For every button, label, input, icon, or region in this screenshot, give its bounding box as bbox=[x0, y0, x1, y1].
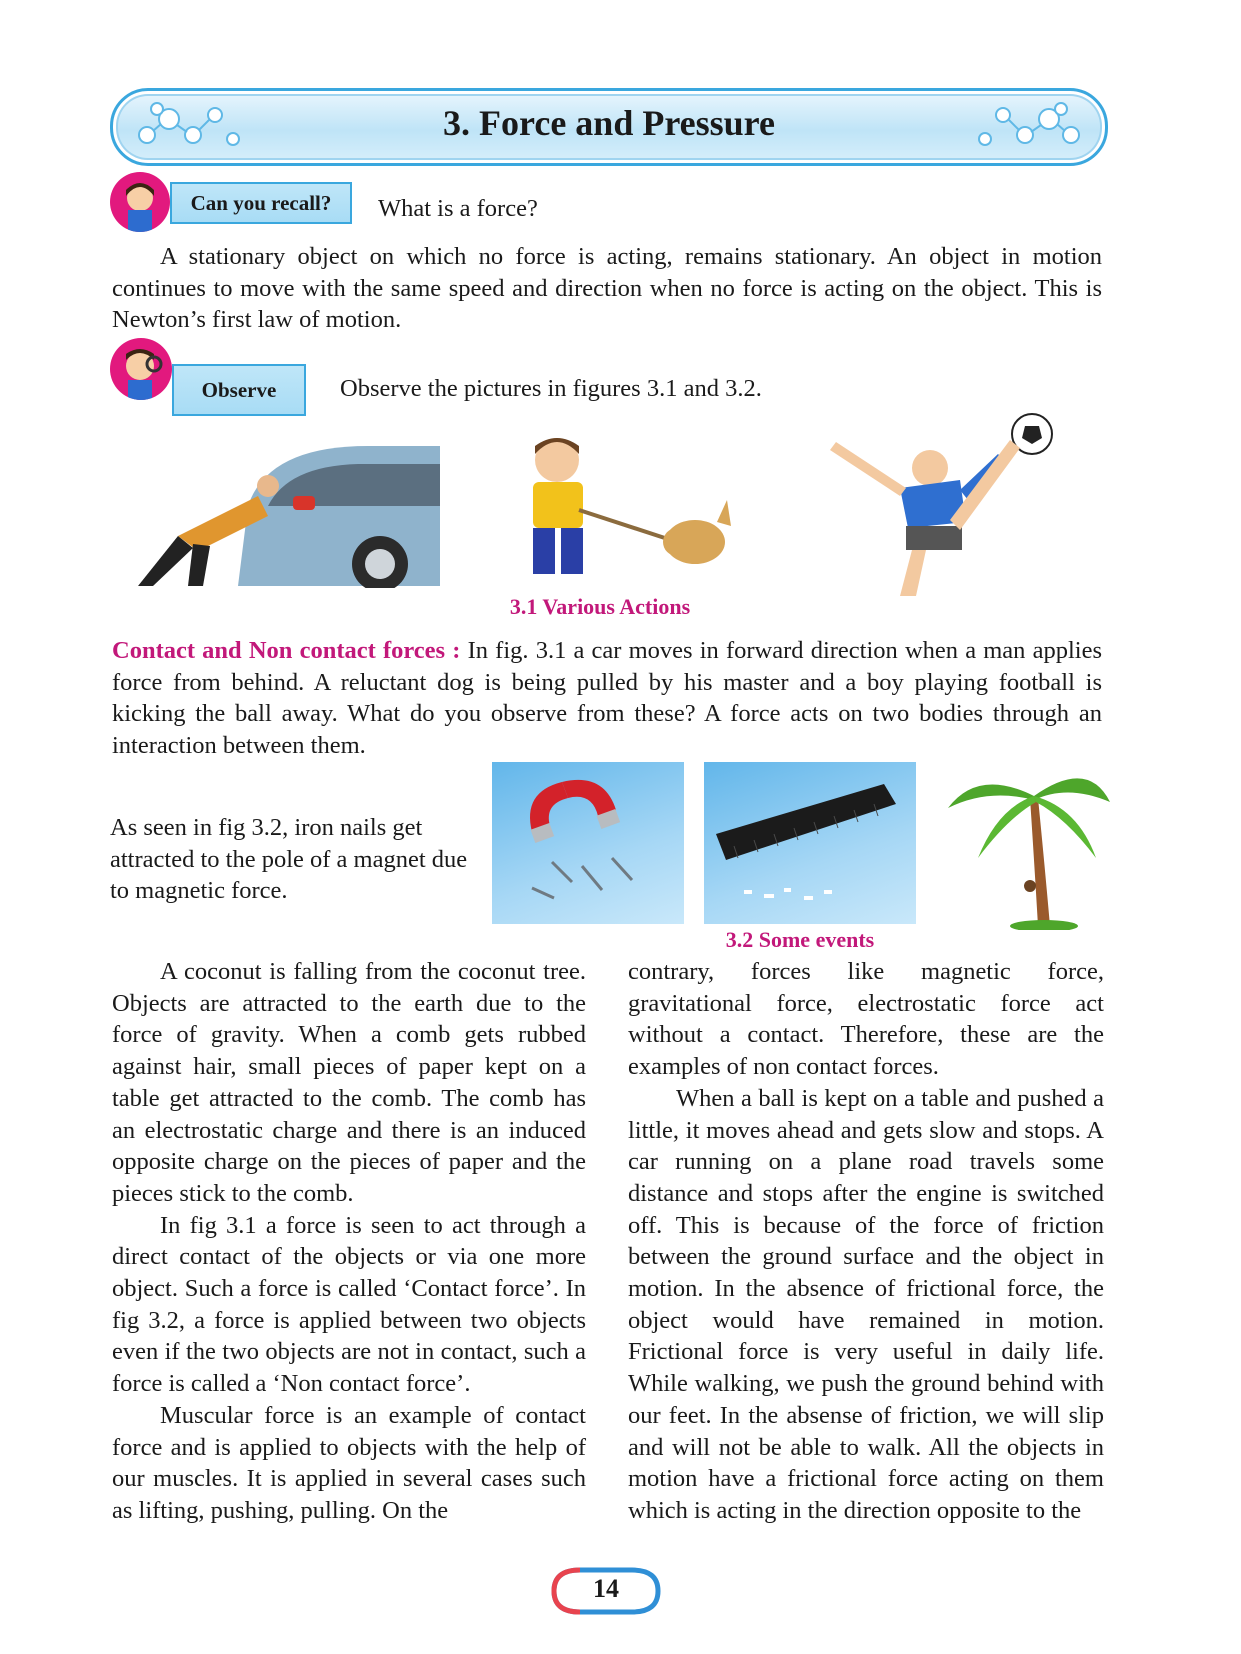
contact-forces-text: In fig. 3.1 a car moves in forward direction when a man applies force from behind. A reluctant dog is being pulled by his master and a boy playing football is kicking the ball away. What do you observe from these? A force acts on two bodies through an interaction between them. bbox=[112, 637, 1102, 760]
recall-label: Can you recall? bbox=[170, 182, 352, 224]
page-number-badge bbox=[550, 1566, 662, 1616]
observe-label: Observe bbox=[172, 364, 306, 416]
molecule-decoration-right bbox=[961, 95, 1091, 159]
right-column-paragraph-2: When a ball is kept on a table and pushed a little, it moves ahead and gets slow and stops. A car running on a plane road travels some distance and stops after the engine is switched off. This is because of the force of friction between the ground surface and the object in motion. In the absence of frictional force, the object would have remained in motion. Frictional force is very useful in daily life. While walking, we push the ground behind with our feet. In the absense of friction, we will slip and will not be able to walk. All the objects in motion have a frictional force acting on them which is acting in the direction opposite to the bbox=[628, 1084, 1104, 1524]
boy-magnifier-icon bbox=[110, 338, 172, 400]
intro-paragraph: A stationary object on which no force is acting, remains stationary. An object in motion continues to move with the same speed and direction when no force is acting on the object. This is Newton’s first law of motion. bbox=[112, 243, 1102, 334]
page-number: 14 bbox=[593, 1574, 619, 1603]
boy-kicking-football-illustration bbox=[820, 410, 1070, 600]
chapter-title: 3. Force and Pressure bbox=[443, 103, 775, 143]
magnet-attracting-nails-photo bbox=[492, 762, 684, 924]
contact-forces-paragraph bbox=[112, 635, 1102, 762]
girl-thinking-icon bbox=[110, 172, 170, 232]
coconut-tree-illustration bbox=[938, 758, 1114, 930]
recall-question: What is a force? bbox=[378, 195, 538, 222]
contact-forces-heading: Contact and Non contact forces : bbox=[112, 637, 461, 664]
right-column-paragraph-1: contrary, forces like magnetic force, gravitational force, electrostatic force act without a contact. Therefore, these are the examples of non contact forces. bbox=[628, 958, 1104, 1081]
left-column-paragraph-3: Muscular force is an example of contact force and is applied to objects with the help of our muscles. It is applied in several cases such as lifting, pushing, pulling. On the bbox=[112, 1401, 586, 1524]
man-pushing-car-illustration bbox=[118, 436, 440, 588]
fig-3-2-description: As seen in fig 3.2, iron nails get attracted to the pole of a magnet due to magnetic force. bbox=[110, 814, 468, 905]
boy-pulling-dog-illustration bbox=[505, 430, 745, 590]
left-column bbox=[112, 956, 586, 1527]
right-column bbox=[628, 956, 1104, 1527]
observe-text: Observe the pictures in figures 3.1 and 3.2. bbox=[340, 375, 762, 402]
chapter-title-banner bbox=[110, 88, 1108, 166]
figure-3-2-caption: 3.2 Some events bbox=[725, 927, 875, 952]
comb-attracting-paper-photo bbox=[704, 762, 916, 924]
figure-3-1-caption: 3.1 Various Actions bbox=[509, 594, 691, 619]
left-column-paragraph-2: In fig 3.1 a force is seen to act through a direct contact of the objects or via one more object. Such a force is called ‘Contact force’. In fig 3.2, a force is applied between two objects even if the two objects are not in contact, such a force is called a ‘Non contact force’. bbox=[112, 1211, 586, 1398]
left-column-paragraph-1: A coconut is falling from the coconut tree. Objects are attracted to the earth due to the force of gravity. When a comb gets rubbed against hair, small pieces of paper kept on a table get attracted to the comb. The comb has an electrostatic charge and there is an induced opposite charge on the pieces of paper and the pieces stick to the comb. bbox=[112, 958, 586, 1207]
